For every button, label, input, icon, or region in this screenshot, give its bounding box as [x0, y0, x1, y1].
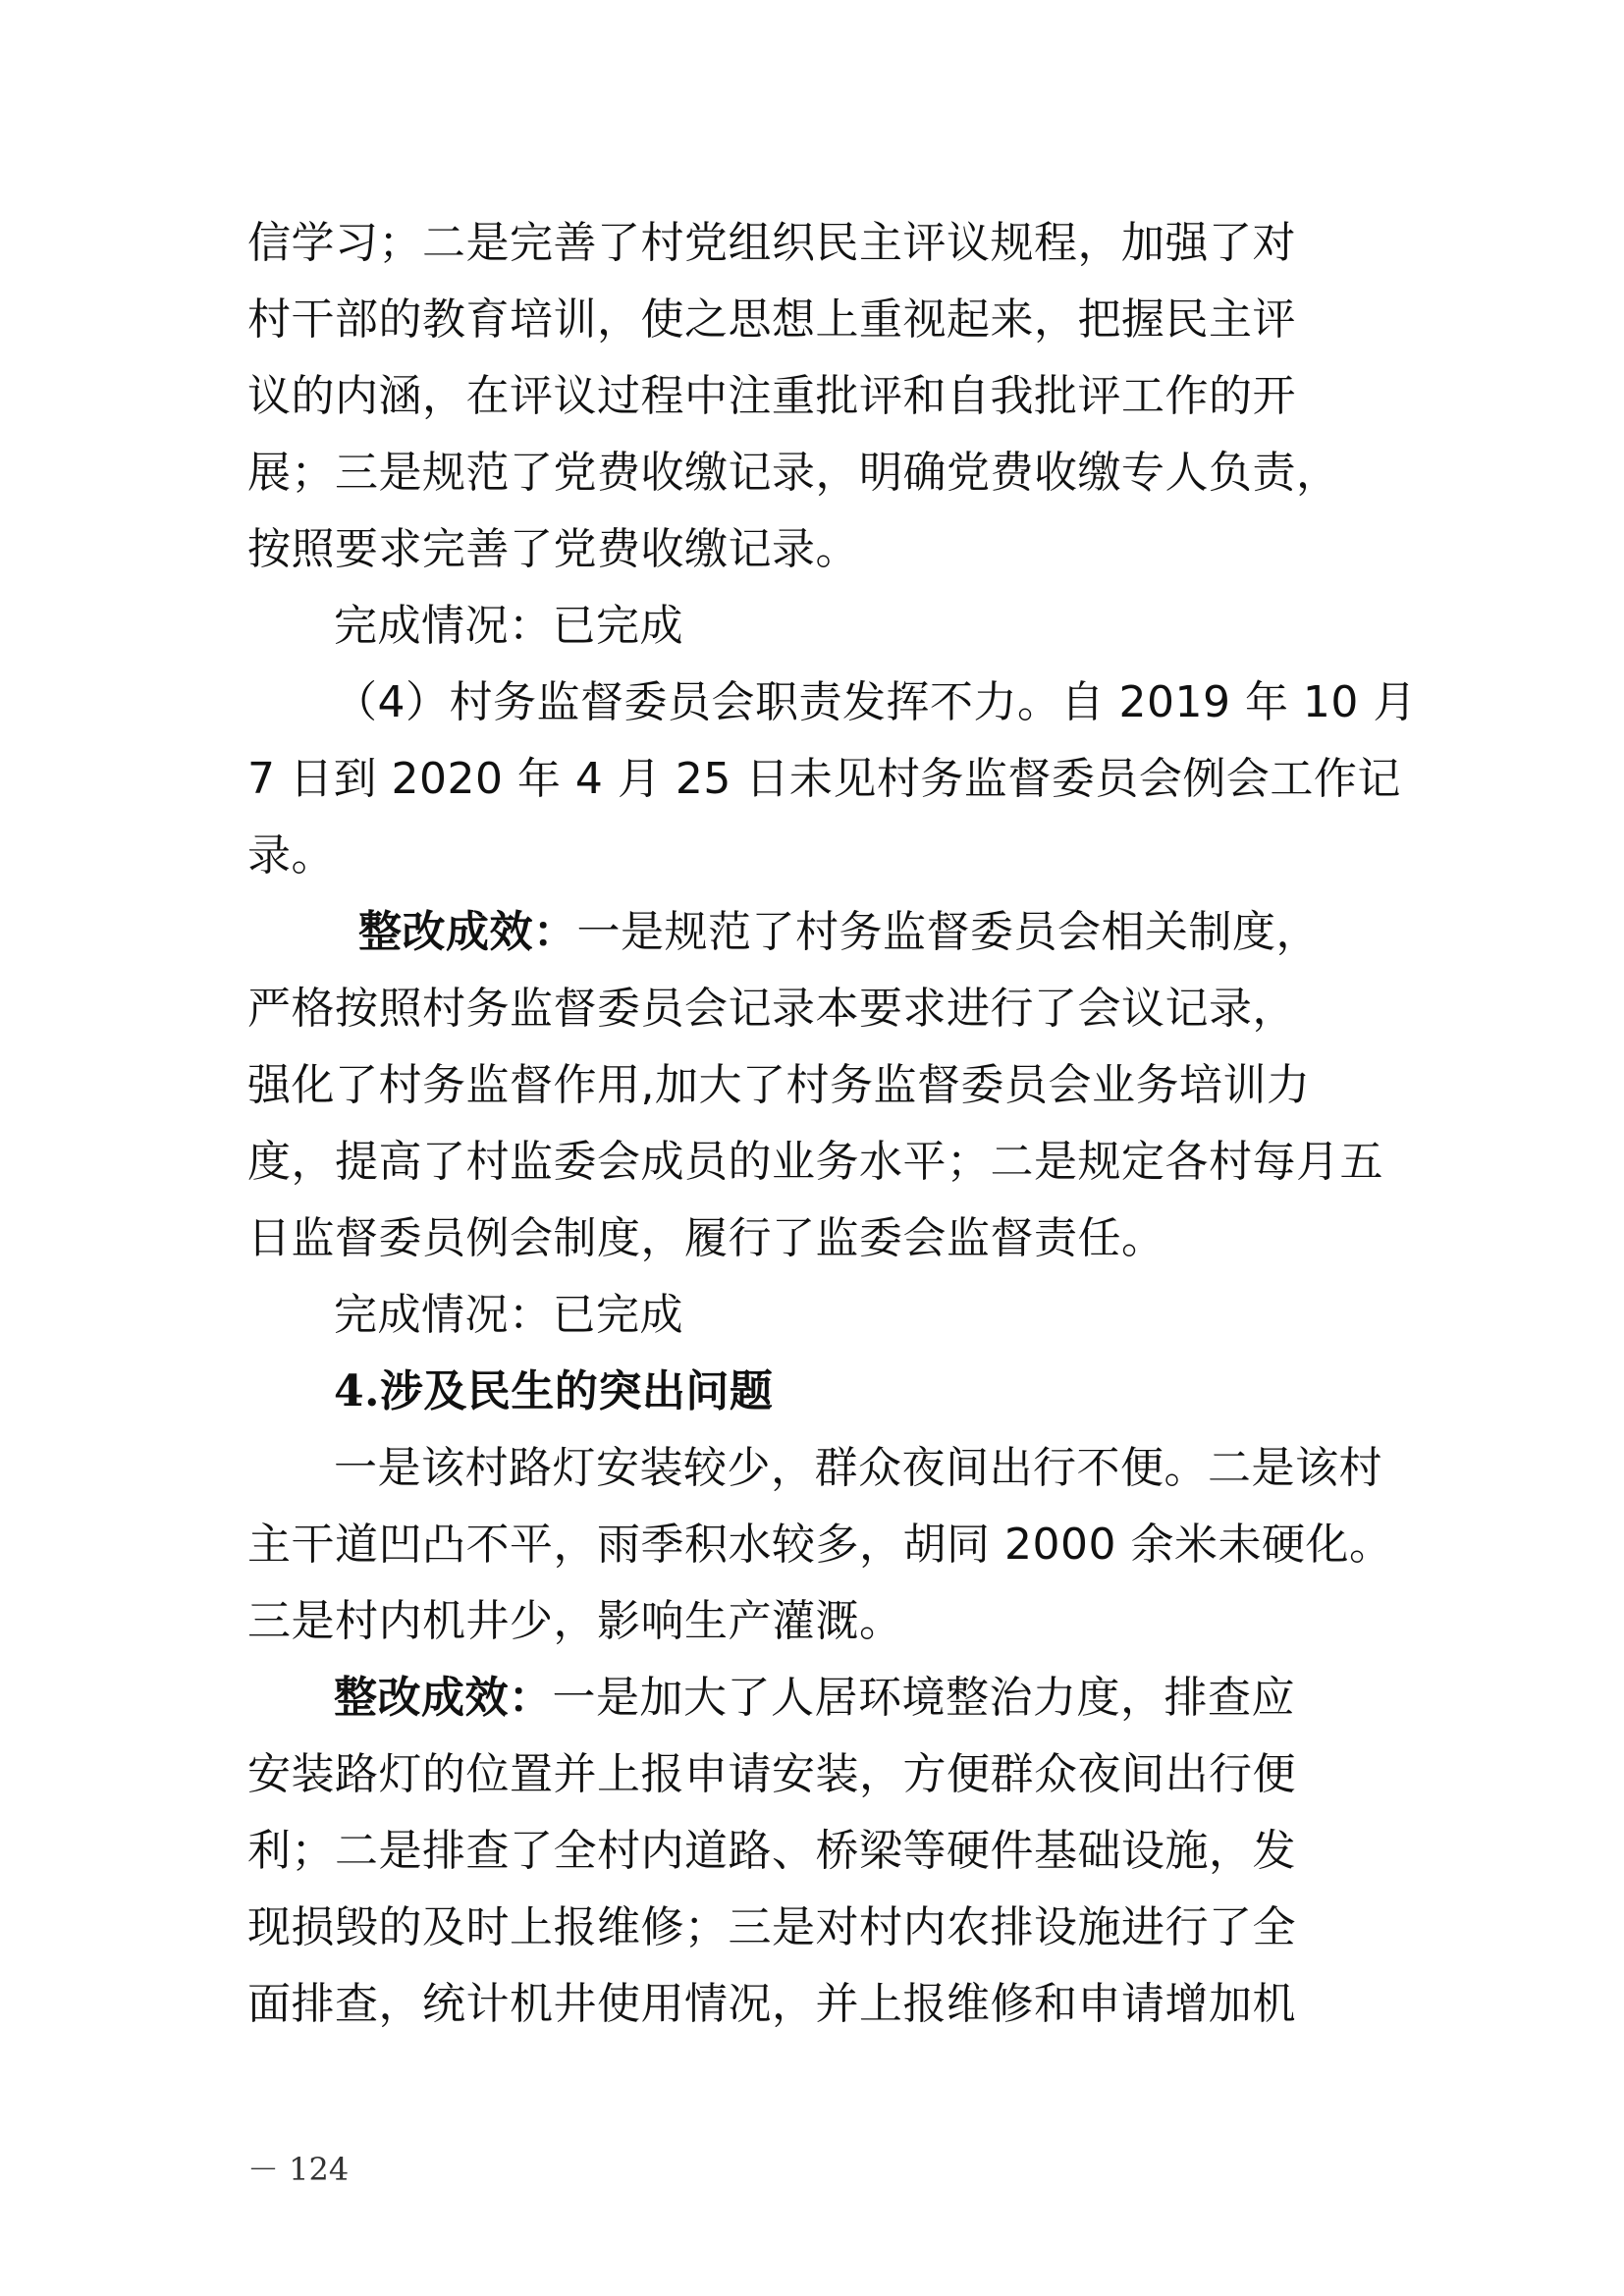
paragraph-line: 面排查，统计机井使用情况，并上报维修和申请增加机 — [247, 1979, 1296, 2029]
paragraph-line: 度，提高了村监委会成员的业务水平；二是规定各村每月五 — [247, 1137, 1383, 1187]
paragraph-line: 录。 — [247, 830, 335, 881]
paragraph-text: 一是加大了人居环境整治力度，排查应 — [552, 1673, 1295, 1723]
paragraph-line: 议的内涵，在评议过程中注重批评和自我批评工作的开 — [247, 371, 1296, 421]
paragraph-line: 利；二是排查了全村内道路、桥梁等硬件基础设施，发 — [247, 1826, 1296, 1876]
paragraph-line: 按照要求完善了党费收缴记录。 — [247, 524, 859, 574]
paragraph-line: 村干部的教育培训，使之思想上重视起来，把握民主评 — [247, 294, 1296, 345]
paragraph-line: 信学习；二是完善了村党组织民主评议规程，加强了对 — [247, 218, 1296, 268]
paragraph-line: 主干道凹凸不平，雨季积水较多，胡同 2000 余米未硬化。 — [247, 1520, 1393, 1570]
page-number: － 124 — [247, 2151, 350, 2188]
completion-status: 完成情况：已完成 — [334, 1290, 683, 1340]
section-heading: 4.涉及民生的突出问题 — [334, 1366, 774, 1416]
completion-status: 完成情况：已完成 — [334, 601, 683, 651]
paragraph-line: 现损毁的及时上报维修；三是对村内农排设施进行了全 — [247, 1902, 1296, 1952]
paragraph-line: 严格按照村务监督委员会记录本要求进行了会议记录， — [247, 984, 1296, 1034]
rectify-effect-label: 整改成效： — [334, 1673, 553, 1723]
rectification-paragraph-start — [334, 1669, 1295, 1728]
rectify-effect-label: 整改成效： — [358, 907, 577, 957]
rectification-paragraph-start — [358, 903, 1320, 962]
paragraph-line: 三是村内机井少，影响生产灌溉。 — [247, 1596, 903, 1646]
issue-title: （4）村务监督委员会职责发挥不力。自 2019 年 10 月 — [334, 677, 1417, 727]
paragraph-line: 一是该村路灯安装较少，群众夜间出行不便。二是该村 — [334, 1443, 1382, 1493]
paragraph-line: 安装路灯的位置并上报申请安装，方便群众夜间出行便 — [247, 1749, 1296, 1799]
paragraph-line: 7 日到 2020 年 4 月 25 日未见村务监督委员会例会工作记 — [247, 754, 1401, 804]
paragraph-text: 一是规范了村务监督委员会相关制度， — [576, 907, 1320, 957]
paragraph-line: 强化了村务监督作用,加大了村务监督委员会业务培训力 — [247, 1060, 1311, 1110]
paragraph-line: 日监督委员例会制度，履行了监委会监督责任。 — [247, 1213, 1165, 1263]
paragraph-line: 展；三是规范了党费收缴记录，明确党费收缴专人负责， — [247, 448, 1340, 498]
